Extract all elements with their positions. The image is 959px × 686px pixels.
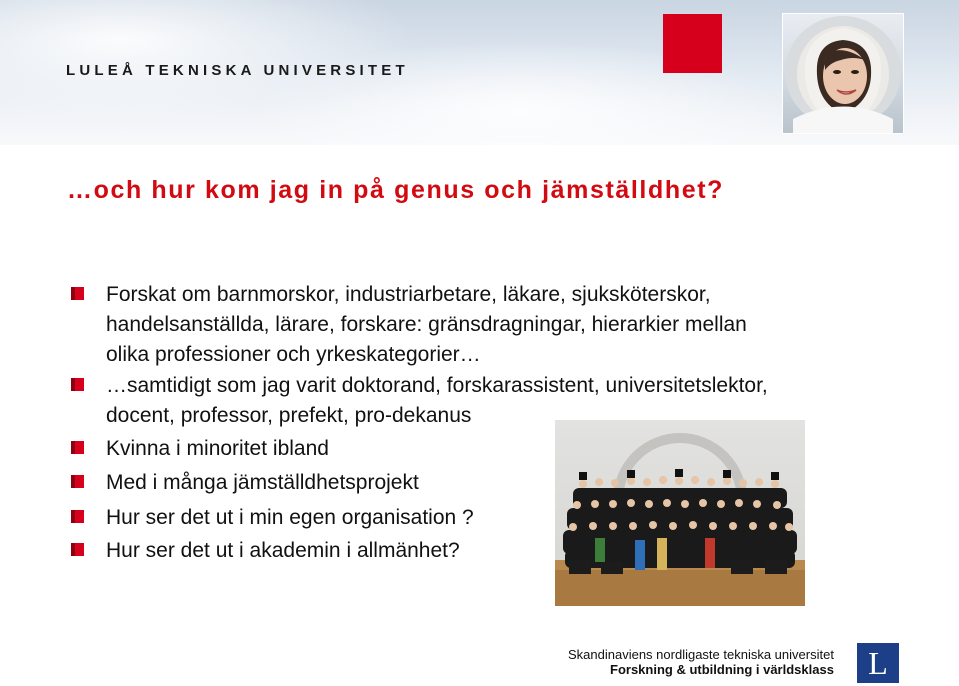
bullet-line: Hur ser det ut i akademin i allmänhet?: [106, 539, 460, 562]
bullet-line: …samtidigt som jag varit doktorand, forskarassistent, universitetslektor,: [106, 374, 768, 397]
bullet-line: Med i många jämställdhetsprojekt: [106, 471, 419, 494]
bullet-line: olika professioner och yrkeskategorier…: [106, 343, 481, 366]
bullet-line: docent, professor, prefekt, pro-dekanus: [106, 404, 472, 427]
university-logo: [857, 643, 899, 683]
bullet-marker-icon: [71, 441, 84, 454]
header-photo: [782, 13, 904, 134]
bullet-marker-icon: [71, 378, 84, 391]
slide-title: …och hur kom jag in på genus och jämställdhet?: [67, 176, 725, 204]
bullet-line: handelsanställda, lärare, forskare: gränsdragningar, hierarkier mellan: [106, 313, 747, 336]
logo-letter: L: [868, 645, 888, 681]
bullet-line: Forskat om barnmorskor, industriarbetare, läkare, sjuksköterskor,: [106, 283, 711, 306]
bullet-line: Hur ser det ut i min egen organisation ?: [106, 506, 474, 529]
header-banner: [0, 0, 959, 145]
brand-red-square: [663, 14, 722, 73]
bullet-marker-icon: [71, 510, 84, 523]
bullet-marker-icon: [71, 287, 84, 300]
footer-slogan: Forskning & utbildning i världsklass: [610, 662, 834, 677]
footer-tagline: Skandinaviens nordligaste tekniska universitet: [568, 647, 834, 662]
group-photo: [555, 420, 805, 606]
group-photo-image: [555, 420, 805, 606]
bullet-marker-icon: [71, 475, 84, 488]
bullet-marker-icon: [71, 543, 84, 556]
bullet-line: Kvinna i minoritet ibland: [106, 437, 329, 460]
university-name: LULEÅ TEKNISKA UNIVERSITET: [66, 62, 409, 79]
